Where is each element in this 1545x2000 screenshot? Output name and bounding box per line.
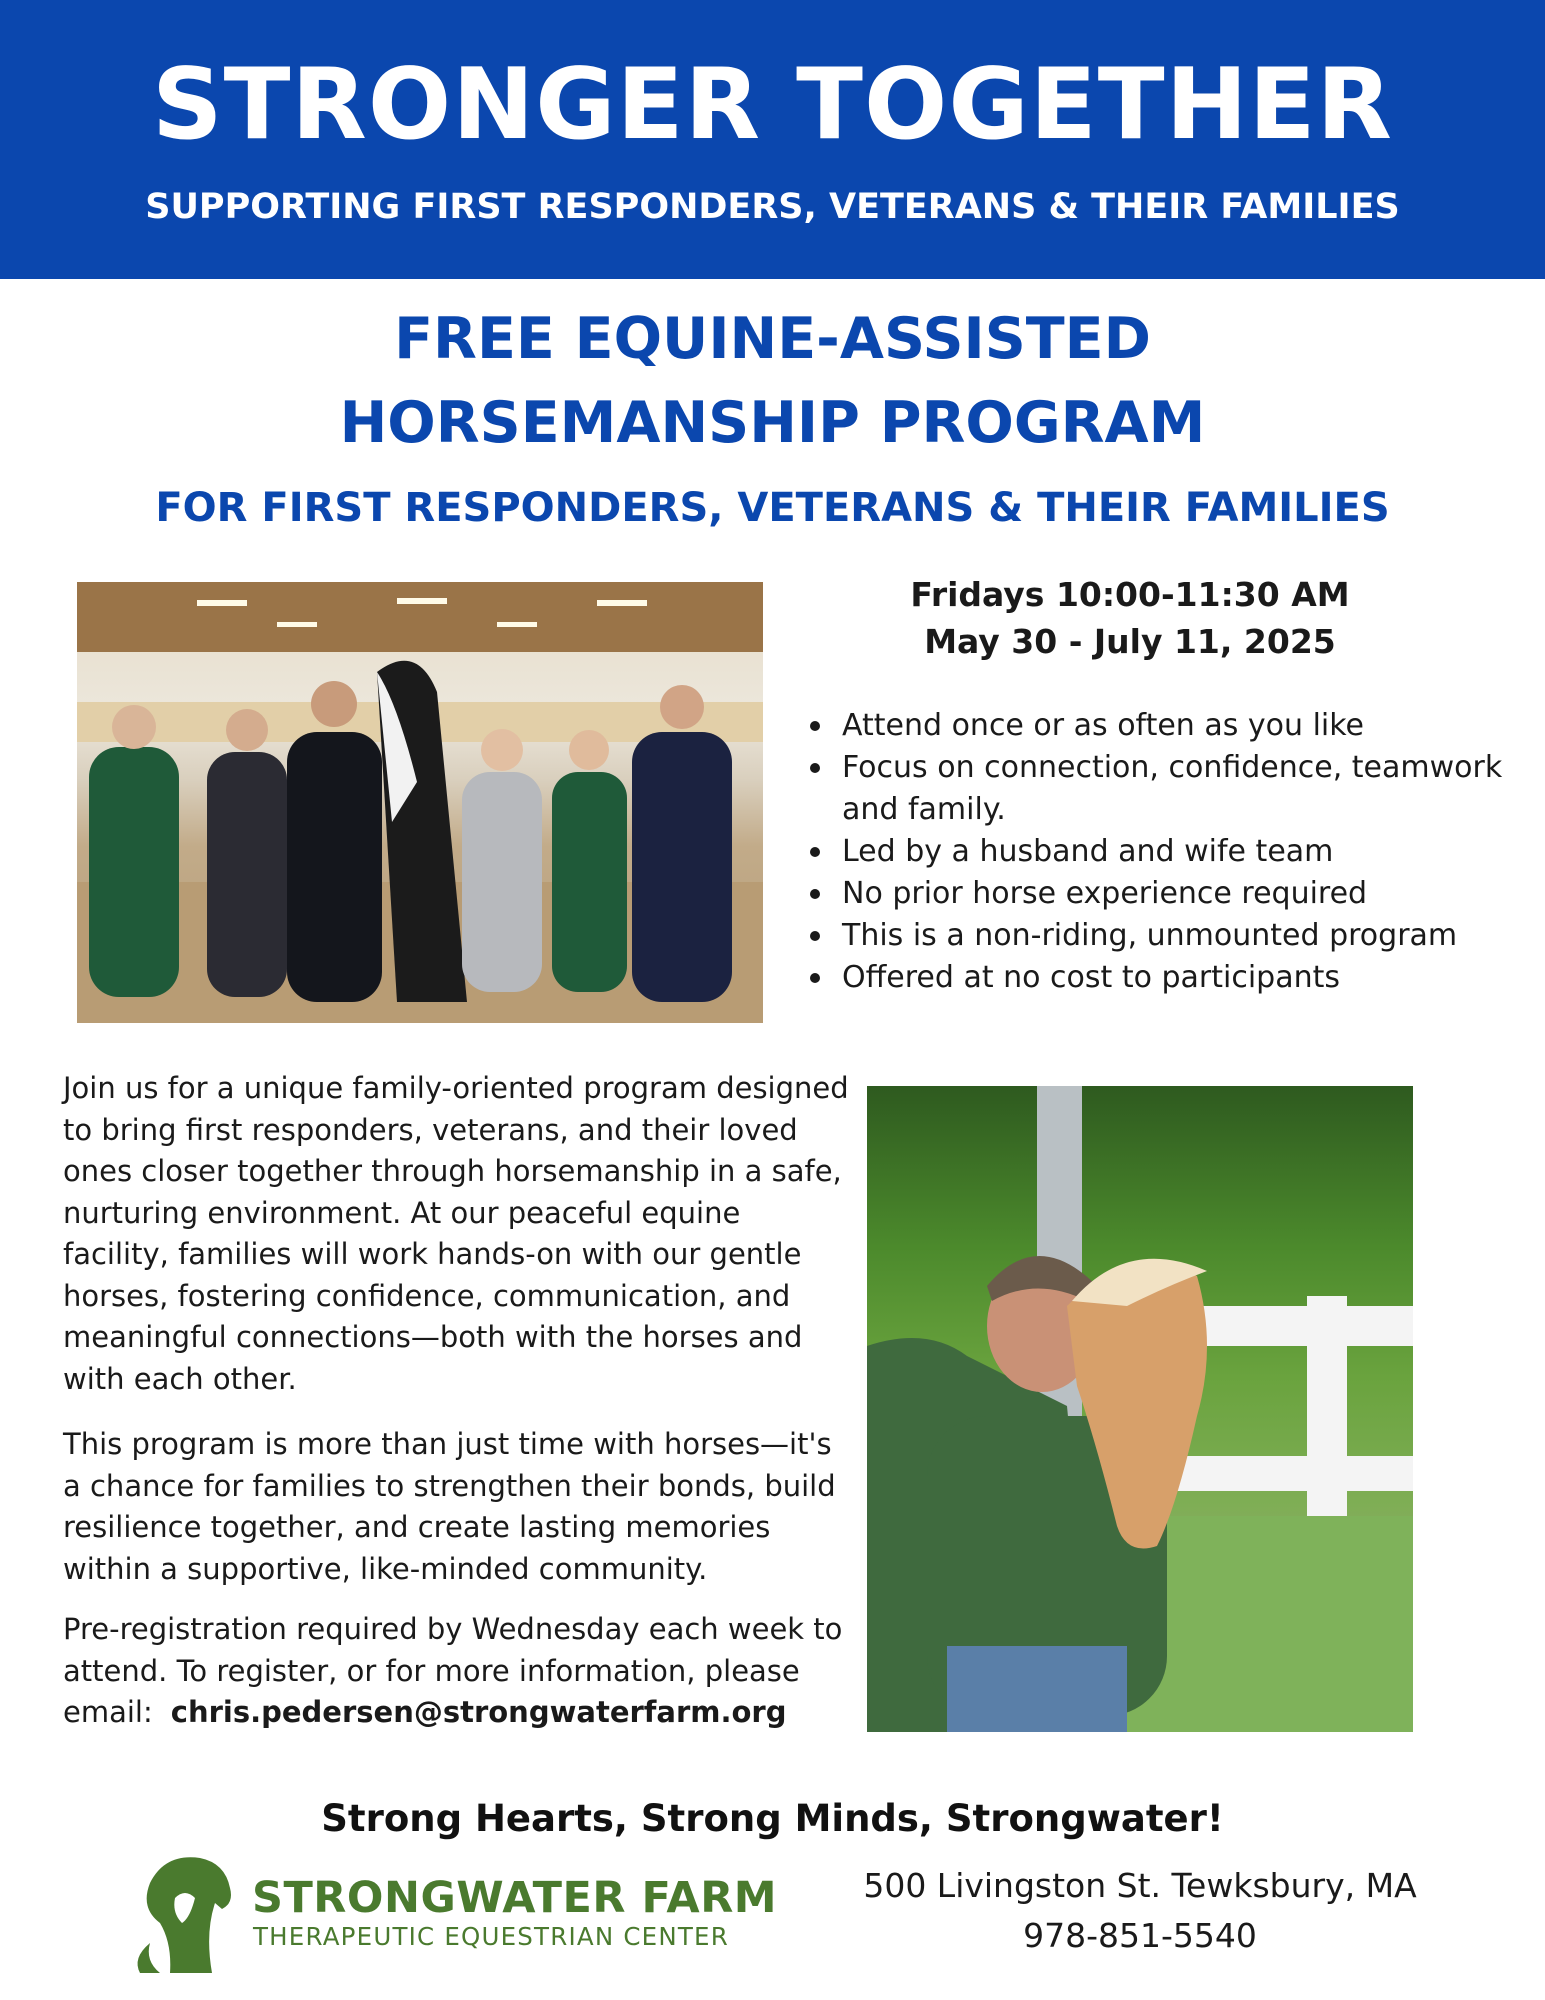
program-title-line-2: HORSEMANSHIP PROGRAM — [339, 390, 1206, 456]
list-item: Offered at no cost to participants — [807, 957, 1527, 999]
phone-number[interactable]: 978-851-5540 — [1023, 1916, 1257, 1955]
intro-paragraph: Join us for a unique family-oriented program designed to bring first responders, veterans, and their loved ones closer together through horsemanship in a safe, nurturing environment. At our peaceful equine facility, families will work hands-on with our gentle horses, fostering confidence, communication, and meaningful connections—both with the horses and with each other. — [63, 1071, 849, 1396]
man-with-horse-photo — [867, 1086, 1413, 1732]
schedule-days-time: Fridays 10:00-11:30 AM — [910, 575, 1350, 614]
schedule-dates: May 30 - July 11, 2025 — [924, 622, 1336, 661]
group-photo-illustration — [77, 582, 763, 1023]
registration-text: Pre-registration required by Wednesday each week to attend. To register, or for more information, please email: — [63, 1612, 843, 1729]
program-title-line-1: FREE EQUINE-ASSISTED — [394, 306, 1151, 372]
header-banner — [0, 0, 1545, 279]
man-with-horse-illustration — [867, 1086, 1413, 1732]
list-item: No prior horse experience required — [807, 873, 1527, 915]
banner-subtitle: SUPPORTING FIRST RESPONDERS, VETERANS & THEIR FAMILIES — [145, 187, 1400, 227]
banner-title: STRONGER TOGETHER — [152, 48, 1393, 162]
list-item: Focus on connection, confidence, teamwork and family. — [807, 747, 1527, 831]
organization-tagline: THERAPEUTIC EQUESTRIAN CENTER — [253, 1922, 729, 1951]
registration-paragraph — [63, 1609, 853, 1734]
organization-name: STRONGWATER FARM — [252, 1873, 778, 1923]
contact-email-link[interactable]: chris.pedersen@strongwaterfarm.org — [170, 1695, 787, 1729]
horse-head-logo-icon — [130, 1843, 240, 1978]
list-item: This is a non-riding, unmounted program — [807, 915, 1527, 957]
address: 500 Livingston St. Tewksbury, MA — [863, 1866, 1417, 1905]
program-audience: FOR FIRST RESPONDERS, VETERANS & THEIR FAMILIES — [155, 485, 1390, 531]
slogan: Strong Hearts, Strong Minds, Strongwater! — [321, 1797, 1224, 1840]
program-paragraph: This program is more than just time with horses—it's a chance for families to strengthen their bonds, build resilience together, and create lasting memories within a supportive, like-minded community. — [63, 1427, 836, 1586]
list-item: Attend once or as often as you like — [807, 705, 1527, 747]
group-photo — [77, 582, 763, 1023]
program-highlights-list — [807, 705, 1527, 999]
list-item: Led by a husband and wife team — [807, 831, 1527, 873]
